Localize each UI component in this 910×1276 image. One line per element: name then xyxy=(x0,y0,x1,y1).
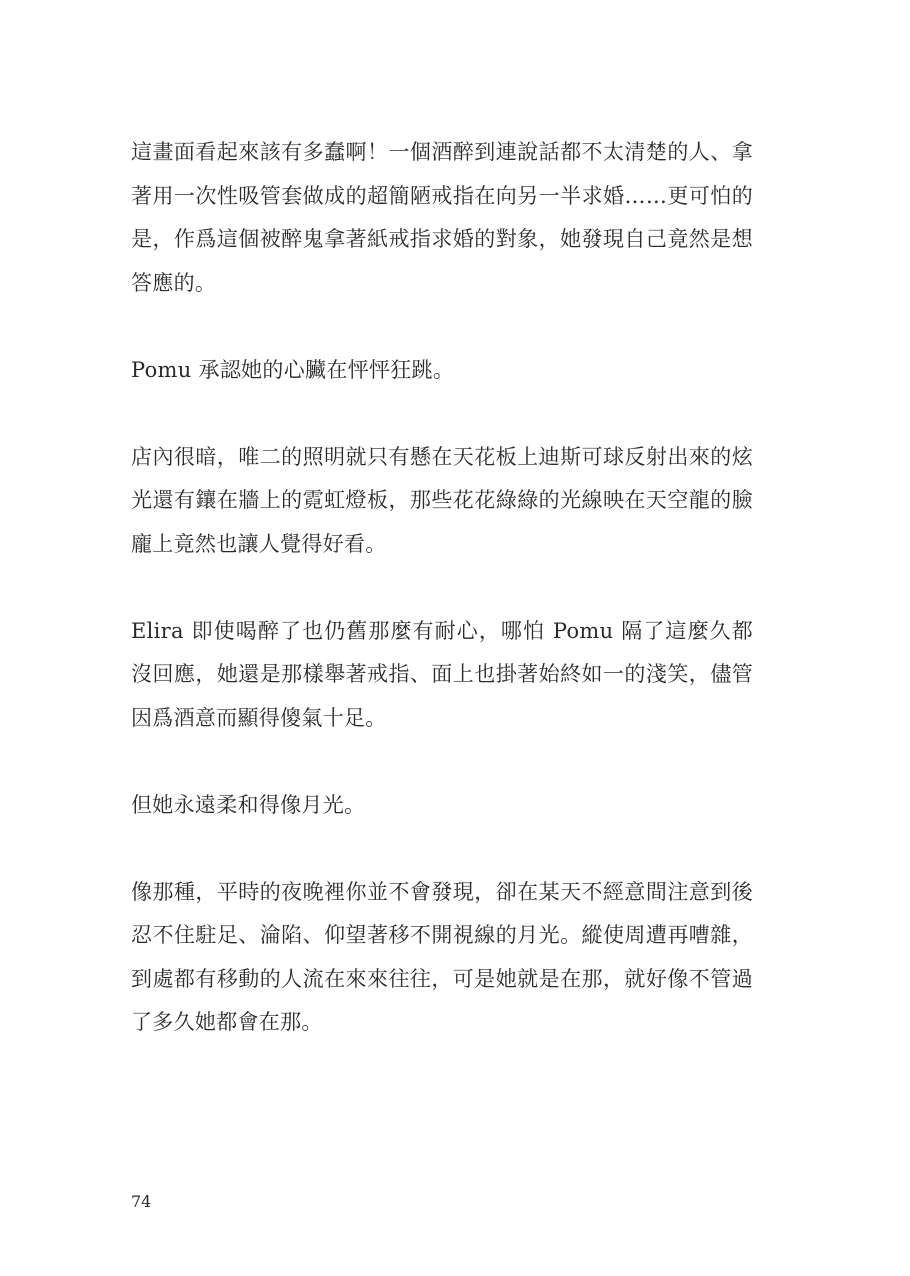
page-number: 74 xyxy=(131,1192,152,1211)
paragraph-4: Elira 即使喝醉了也仍舊那麼有耐心，哪怕 Pomu 隔了這麼久都沒回應，她還是那樣舉著戒指、面上也掛著始終如一的淺笑，儘管因爲酒意而顯得傻氣十足。 xyxy=(131,618,753,730)
paragraph-3: 店內很暗，唯二的照明就只有懸在天花板上迪斯可球反射出來的炫光還有鑲在牆上的霓虹燈板，那些花花綠綠的光線映在天空龍的臉龐上竟然也讓人覺得好看。 xyxy=(131,444,753,556)
paragraph-6: 像那種，平時的夜晚裡你並不會發現，卻在某天不經意間注意到後忍不住駐足、淪陷、仰望著移不開視線的月光。縱使周遭再嘈雜，到處都有移動的人流在來來往往，可是她就是在那，就好像不管過了多久她都會在那。 xyxy=(131,879,753,1034)
body-text xyxy=(131,131,753,1088)
paragraph-1: 這畫面看起來該有多蠢啊！一個酒醉到連說話都不太清楚的人、拿著用一次性吸管套做成的超簡陋戒指在向另一半求婚……更可怕的是，作爲這個被醉鬼拿著紙戒指求婚的對象，她發現自己竟然是想答應的。 xyxy=(131,140,753,295)
paragraph-5: 但她永遠柔和得像月光。 xyxy=(131,792,366,817)
paragraph-2: Pomu 承認她的心臟在怦怦狂跳。 xyxy=(131,357,455,382)
